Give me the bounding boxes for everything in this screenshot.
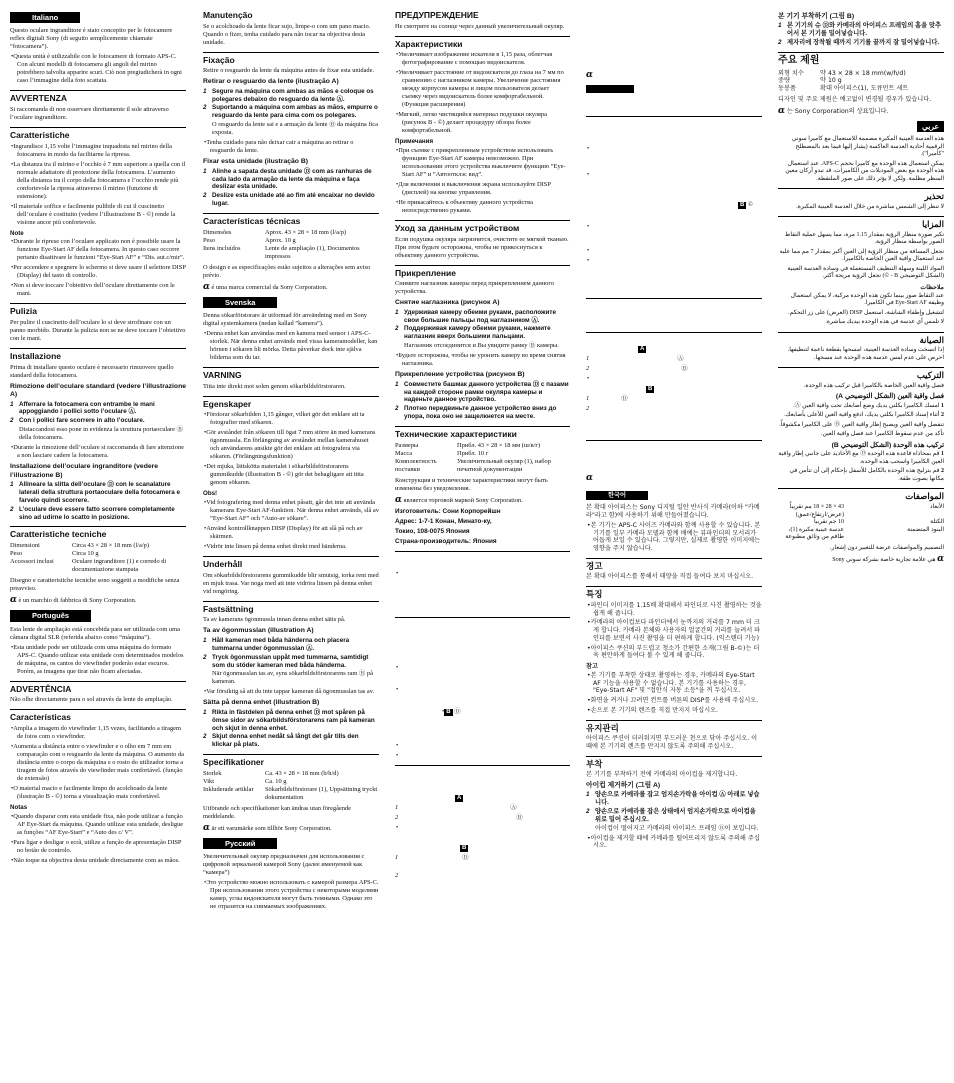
spec-table: Storlek Ca. 43 × 28 × 18 mm (b/h/d) Vikt Ca. 10 g Inkluderade artiklar Sökarbildsförstorare (1), Uppsättning tryckt dokumentation	[203, 769, 378, 801]
spec-note: O design e as especificações estão sujeitos a alterações sem aviso prévio.	[203, 263, 371, 279]
note-item: • Använd kontrollknappen DISP (Display) för att slå på och av skärmen.	[203, 525, 379, 541]
feature-item: • Gör avståndet från sökaren till ögat 7 mm större än med kamerans ögonmussla. En förlängning av avståndet mellan kamerahuset och användarens ansikte gör det enklare att fotografera via sökaren. (Förlängningsfunktion)	[203, 429, 379, 461]
blank-bullet	[586, 247, 762, 255]
note-item: • Для включения и выключения экрана используйте DISP (дисплей) на кнопке управления.	[395, 181, 570, 197]
heading-attachment: 부착	[586, 758, 603, 769]
note-item: • Per accendere e spegnere lo schermo si deve usare il selettore DISP (Display) del tasto di controllo.	[10, 264, 186, 280]
step-1: 1 Rikta in fästdelen på denna enhet Ⓓ mot spåren på ömse sidor av sökarbildsförstorarens ram på kameran och skjut in denna enhet.	[203, 708, 375, 732]
step-1: 1 Удерживая камеру обеими руками, расположите свои большие пальцы под наглазником Ⓐ.	[395, 308, 556, 324]
step-1: 1 Ⓓ	[586, 395, 628, 403]
divider	[586, 720, 762, 721]
divider	[395, 426, 570, 427]
spec-table: الأبعاد 43 × 28 × 18 مم تقريباً (عرض/ارتفاع/عمق) الكتلة 10 جم تقريباً البنود المتضمنة عدسة عينية مكبرة (1)، طاقم من وثائق مطبوعة	[785, 504, 944, 541]
heading-attach-unit: Installazione dell’oculare ingranditore (vedere l’illustrazione B)	[10, 463, 159, 479]
blank-bullet	[586, 223, 762, 231]
spec-note: 디자인 및 주요 제원은 예고없이 변경될 경우가 있습니다.	[778, 95, 932, 103]
alpha-logo-icon: α	[10, 595, 17, 606]
heading-maintenance: 유지관리	[586, 722, 619, 733]
warning-text: Не смотрите на солнце через данный увеличительный окуляр.	[395, 22, 565, 30]
heading-attachment: Fixação	[203, 54, 235, 65]
feature-item: • Det mjuka, lättskötta materialet i sökarbildsförstorarens gummikudde (illustration B - ©) gör det behagligare att titta genom sökaren.	[203, 463, 379, 487]
attachment-text: Retire o resguardo da lente da máquina antes de fixar esta unidade.	[203, 67, 375, 75]
illustration-ref: B ©	[740, 201, 753, 209]
feature-item: • 카메라의 아이컵보다 파인더에서 눈까지의 거리를 7 mm 더 크게 합니다. 카메라 본체와 사용자의 얼굴간의 거리를 늘려서 파인더를 보면서 사진 촬영을 더 편하게 합니다. (익스텐더 기능)	[586, 619, 762, 642]
maintenance-text: Om sökarbildsförstorarens gummikudde blir smutsig, torka rent med en mjuk trasa. Var noga med att inte vidröra linsen på denna enhet vid rengöring.	[203, 571, 379, 595]
heading-notes: Obs!	[203, 490, 218, 498]
illustration-b-icon: B	[462, 844, 467, 851]
divider	[203, 52, 379, 53]
divider	[203, 754, 379, 755]
blank-bullet	[586, 145, 762, 153]
feature-item: • Förstorar sökarbilden 1,15 gånger, vilket gör det enklare att ta fotografier med sökaren.	[203, 411, 379, 427]
step-2: 2	[395, 871, 399, 879]
caution-bullet: • Durante la rimozione dell’oculare si raccomanda di fare attenzione a non lasciare cadere la fotocamera.	[10, 444, 186, 460]
intro-bullet: • Denna enhet kan användas med en kamera med sensor i APS-C-storlek. När denna enhet används med vissa kameramodeller, kan hörnen i sökaren bli mörka. Detta påverkar dock inte själva bilderna som du tar.	[203, 330, 379, 362]
step-1: 1 Ⓐ	[586, 355, 684, 363]
heading-features: Características	[10, 712, 71, 723]
spacer	[395, 834, 570, 844]
installation-text: Prima di installare questo oculare è necessario rimuovere quello standard della fotocamera.	[10, 363, 174, 379]
note-item: • 본 기기를 부착한 상태로 촬영하는 경우, 카메라의 Eye-Start AF 기능을 사용할 수 없습니다. 본 기기를 사용하는 경우, "Eye-Start AF" 및 "접안식 자동 소등"을 꺼 두십시오.	[586, 672, 762, 695]
heading-remove-eyecup: فصل واقية العين (الشكل التوضيحي A)	[835, 393, 944, 401]
divider	[10, 526, 186, 527]
heading-cleaning: Pulizia	[10, 306, 37, 317]
spacer	[395, 554, 570, 570]
heading-features: المزايا	[922, 219, 944, 230]
step-1: 1 Allineare la slitta dell’oculare Ⓓ con le scanalature laterali della struttura portaoculare della fotocamera e farvelo quindi scorrere.	[10, 481, 180, 504]
attachment-text: 본 기기를 부착하기 전에 카메라의 아이컵을 제거합니다.	[586, 771, 738, 779]
heading-maintenance: Manutenção	[203, 10, 253, 20]
divider	[10, 127, 186, 128]
alpha-logo-icon: α	[586, 70, 593, 80]
step-1: 1 양손으로 카메라를 잡고 엄지손가락을 아이컵 Ⓐ 아래로 넣습니다.	[586, 791, 760, 807]
illustration-b-icon: B	[648, 386, 653, 393]
alpha-logo-icon: α	[395, 494, 402, 505]
heading-warning: ADVERTÊNCIA	[10, 683, 72, 694]
step-1: 1 Совместите башмак данного устройства Ⓓ с пазами на каждой стороне рамки окуляра камеры и наденьте данное устройство.	[395, 380, 569, 404]
note-item: • Quando disparar com esta unidade fixa, não pode utilizar a função AF Eye-Start da máquina. Quando utilizar esta unidade, desligue as funções “AF Eye-Start” e “Auto des c/ V”.	[10, 813, 186, 837]
feature-item: • Увеличивает расстояние от видоискателя до глаза на 7 мм по сравнению с наглазником камеры. Увеличение расстояния между корпусом камеры и лицом пользователя делает съемку через видоискатель более комфортабельной. (Функция расширения)	[395, 69, 570, 109]
step-1: 1 امسك الكاميرا بكلتي يديك وضع أصابعك تحت واقية العين Ⓐ.	[793, 402, 944, 409]
heading-notes: Notas	[10, 803, 28, 811]
divider	[586, 440, 762, 441]
feature-item: • Il materiale soffice e facilmente pulibile di cui il cuscinetto dell’oculare è costituito (vedere l’illustrazione B - ©) rende la visione ancor più confortevole.	[10, 203, 186, 227]
divider	[586, 298, 762, 299]
illustration-ref: • B Ⓓ	[395, 708, 570, 716]
spacer	[586, 211, 762, 223]
maintenance-text: 아이피스 쿠션이 더러워지면 부드러운 천으로 닦아 주십시오. 이 때에 본 기기의 렌즈를 만지지 않도록 주의해 주십시오.	[586, 735, 758, 750]
feature-item: • La distanza tra il mirino e l’occhio è 7 mm superiore a quella con il normale adattatore di protezione della fotocamera. L’aumento della distanza tra il corpo della fotocamera e l’occhio rende più confortevole la ripresa attraverso il mirino (funzione di estensione).	[10, 161, 186, 201]
divider	[586, 586, 762, 587]
heading-attach-unit: Sätta på denna enhet (illustration B)	[203, 699, 320, 707]
trademark: α является торговой маркой Sony Corporation.	[395, 494, 523, 505]
heading-attach-unit: 본 기기 부착하기 (그림 B)	[778, 13, 855, 20]
heading-installation: Installazione	[10, 351, 62, 361]
spacer	[586, 301, 762, 327]
divider	[395, 265, 570, 266]
step-1: 1 Afferrare la fotocamera con entrambe le mani appoggiando i pollici sotto l’oculare Ⓐ.	[10, 400, 155, 416]
feature-item: • Aumenta a distância entre o viewfinder e o olho em 7 mm em comparação com o resguardo da lente da máquina. O aumento da distância entre o corpo da máquina e o rosto do utilizador torna a tiragem de fotos através do viewfinder mais confortável. (função de extensão)	[10, 743, 186, 783]
language-tab-italiano: Italiano	[10, 12, 80, 23]
divider	[203, 367, 379, 368]
step-2: 2 Ⓑ	[586, 365, 688, 373]
spacer	[395, 864, 570, 872]
heading-features: 특징	[586, 589, 603, 600]
illustration-b-icon: B	[446, 708, 451, 715]
illustration-b-icon: B	[740, 202, 745, 209]
spacer	[586, 233, 762, 247]
blank-bullet	[395, 686, 570, 694]
divider	[778, 367, 944, 368]
divider	[203, 601, 379, 602]
warning-text: لا تنظر إلى الشمس مباشرة من خلال العدسة العينية المكبرة.	[796, 203, 944, 210]
spacer	[395, 696, 570, 708]
step-2: 2 Suportando a máquina com ambas as mãos, empurre o resguardo da lente para cima com os polegares.	[203, 104, 378, 120]
note-item: • Vidrör inte linsen på denna enhet direkt med händerna.	[203, 543, 379, 551]
blank-bullet	[586, 257, 762, 265]
warning-text: Titta inte direkt mot solen genom sökarbildsförstoraren.	[203, 382, 346, 390]
spec-note: التصميم والمواصفات عرضة للتغيير دون إشعار.	[830, 544, 944, 551]
step-2-detail: تنفصل واقية العين ويصبح إطار واقية العين Ⓑ على الكاميرا مكشوفاً.	[779, 421, 944, 428]
alpha-logo-icon: α	[778, 105, 785, 116]
heading-attach-unit: تركيب هذه الوحدة (الشكل التوضيحي B)	[831, 441, 944, 449]
feature-item: تكبر صورة منظار الرؤية بمقدار 1.15 مرة، مما يسهل عملية التقاط الصور بواسطة منظار الرؤية.	[784, 231, 944, 246]
step-2-detail: 아이컵이 떨어지고 카메라의 아이피스 프레임 Ⓑ이 보입니다.	[595, 824, 759, 832]
spacer	[586, 443, 762, 473]
step-1: 1 Håll kameran med båda händerna och placera tummarna under ögonmusslan Ⓐ.	[203, 636, 350, 652]
spacer	[586, 119, 762, 145]
column-portuguese-swedish	[203, 10, 379, 1077]
step-2: 2 قم بتزليج هذه الوحدة بالكامل للأسفل بإحكام إلى أن تتأمن في مكانها بصوت طقة.	[789, 468, 944, 482]
trademark: α هي علامة تجارية خاصة بشركة سوني Sony	[832, 554, 944, 565]
heading-warning: تحذير	[924, 191, 944, 202]
step-1: 1 Ⓓ	[395, 853, 469, 861]
spacer	[586, 267, 762, 293]
spacer	[586, 415, 762, 435]
divider	[395, 551, 570, 552]
note-item: • Non si deve toccare l’obiettivo dell’oculare direttamente con le mani.	[10, 282, 186, 298]
divider	[778, 488, 944, 489]
spec-note: Конструкция и технические характеристики могут быть изменены без уведомления.	[395, 476, 548, 492]
blank-bullet	[395, 742, 570, 750]
intro-bullet: • Questa unità è utilizzabile con le fotocamere di formato APS-C. Con alcuni modelli di fotocamera gli angoli del mirino potrebbero talvolta apparire scuri. Ciò non pregiudicherà in ogni caso l’immagine della foto scattata.	[10, 53, 186, 85]
heading-remove-eyecup: Rimozione dell’oculare standard (vedere l’illustrazione A)	[10, 382, 186, 399]
divider	[586, 116, 762, 117]
alpha-logo-icon: α	[203, 281, 210, 292]
warning-text: 본 확대 아이피스를 통해서 태양을 직접 들여다 보지 마십시오.	[586, 573, 754, 581]
heading-attachment: التركيب	[916, 370, 944, 381]
column-italian-portuguese	[10, 10, 186, 1077]
language-tab-russian: Русский	[203, 838, 277, 849]
heading-specifications: Технические характеристики	[395, 428, 517, 439]
step-1: 1 본 기기의 슈 Ⓓ와 카메라의 아이피스 프레임의 홈을 맞추어서 본 기기를 밀어넣습니다.	[778, 22, 942, 38]
divider	[778, 52, 944, 53]
caution-bullet: تأكد من عدم سقوط الكاميرا عند فصل واقية العين.	[821, 431, 944, 438]
intro-bullet: • Esta unidade pode ser utilizada com uma máquina do formato APS-C. Quando utilizar esta unidade com determinados modelos de máquina, os cantos do viewfinder poderão estar escuros. Porém, as imagens que tirar não ficam afectadas.	[10, 644, 186, 676]
step-2: 2 أثناء إسناد الكاميرا بكلتي يديك، ادفع واقية العين للأعلى بأصابعك.	[784, 412, 944, 419]
divider	[395, 617, 570, 618]
step-2: 2 Ⓑ	[395, 813, 523, 821]
intro-text: هذه العدسة العينية المكبرة مصممة للاستعمال مع كاميرا سوني الرقمية أحادية العدسة العاكسة (يشار إليها فيما بعد بالمصطلح "كاميرا").	[791, 136, 944, 158]
feature-item: • Увеличивает изображение искателя в 1,15 раза, облегчая фотографирование с помощью видоискателя.	[395, 51, 570, 67]
feature-item: المواد اللينة وسهلة التنظيف المستعملة في وسادة العدسة العينية (الشكل التوضيحي B - ©) تجعل الرؤية مريحة أكثر.	[787, 265, 944, 280]
heading-attachment: Fastsättning	[203, 603, 254, 614]
trademark: α är ett varumärke som tillhör Sony Corporation.	[203, 822, 332, 833]
spacer	[586, 485, 762, 489]
illustration-ref	[395, 794, 570, 802]
spec-table: 외형 치수 약 43 × 28 × 18 mm(w/h/d) 중량 약 10 g 동봉품 확대 아이피스(1), 도큐먼트 세트	[778, 69, 909, 93]
spec-table: Dimensões Aprox. 43 × 28 × 18 mm (l/a/p) Peso Aprox. 10 g Itens incluídos Lente de ampliação (1), Documentos impressos	[203, 228, 360, 260]
feature-item: • 파인더 이미지를 1.15배 확대해서 파인더로 사진 촬영하는 것을 쉽게 해 줍니다.	[586, 602, 762, 618]
heading-maintenance: Underhåll	[203, 559, 243, 570]
spacer	[395, 768, 570, 794]
intro-bullet: • Это устройство можно использовать с камерой размера APS-C. При использовании этого устройства с некоторыми моделями камер, углы видоискателя могут быть темными. Однако это не отразится на снимаемых изображениях.	[203, 879, 379, 911]
manufacturer-line: Изготовитель: Сони Корпорейшн	[395, 507, 501, 515]
divider	[203, 213, 379, 214]
heading-remove-eyecup: Ta av ögonmusslan (illustration A)	[203, 627, 314, 635]
blank-bullet	[395, 752, 570, 760]
step-2: 2 Skjut denna enhet nedåt så långt det går tills den klickar på plats.	[203, 733, 359, 749]
manufacturer-line: Адрес: 1-7-1 Конан, Минато-ку,	[395, 517, 492, 525]
divider	[10, 348, 186, 349]
spacer	[395, 620, 570, 664]
divider	[586, 332, 762, 333]
note-item: • При съемке с прикрепленным устройством использовать функцию Eye-Start AF камеры невозможно. При использовании этого устройства выключите функцию “Eye-Start AF” и “Автоотклэс вид”.	[395, 147, 570, 179]
step-1: 1 Segure na máquina com ambas as mãos e coloque os polegares debaixo do resguardo da lente Ⓐ.	[203, 87, 374, 103]
attachment-text: فصل واقية العين الخاصة بالكاميرا قبل تركيب هذه الوحدة.	[803, 382, 944, 389]
attachment-text: Снимите наглазник камеры перед прикреплением данного устройства.	[395, 280, 555, 296]
step-2: 2 Поддерживая камеру обеими руками, нажмите наглазник вверх большими пальцами.	[395, 325, 551, 341]
divider	[778, 216, 944, 217]
heading-features: Характеристики	[395, 38, 463, 49]
step-2: 2	[586, 405, 590, 413]
spacer	[586, 99, 762, 111]
heading-notes: Примечания	[395, 138, 434, 146]
blank-bullet	[395, 824, 570, 832]
step-1: 1 Ⓐ	[395, 803, 517, 811]
blank-bullet	[395, 570, 570, 578]
illustration-ref	[586, 385, 762, 393]
heading-notes: Note	[10, 229, 24, 237]
spacer	[395, 718, 570, 742]
column-russian	[395, 10, 570, 1077]
intro-bullet: يمكن استعمال هذه الوحدة مع كاميرا بحجم APS-C. عند استعمال هذه الوحدة مع بعض الموديلات من الكاميرات، قد تبدو أركان معين المنظر مظلمة. ولكن لا يؤثر ذلك على صور الملتقطة.	[785, 160, 944, 182]
divider	[395, 765, 570, 766]
heading-attach-unit: Fixar esta unidade (ilustração B)	[203, 158, 309, 166]
step-1: 1 قم بمحاذاة قاعدة هذه الوحدة Ⓓ مع الأخاديد على جانبي إطار واقية العين الكاميرا واسحب هذه الوحدة.	[778, 451, 944, 465]
step-2: 2 Плотно передвиньте данное устройство вниз до упора, пока оно не защелкнется на месте.	[395, 405, 557, 421]
feature-item: • Мягкий, легко чистящийся материал подушки окуляра (рисунок B - ©) делает процедуру обзора более комфортабельной.	[395, 111, 570, 135]
step-2-detail: O resguardo da lente sai e a armação da lente Ⓑ da máquina fica exposta.	[212, 121, 378, 137]
language-tab-arabic: عربي	[917, 121, 944, 132]
heading-specifications: Specifikationer	[203, 757, 264, 768]
heading-warning: 경고	[586, 560, 603, 571]
caution-bullet: • 아이컵을 제거할 때에 카메라를 떨어뜨리지 않도록 주의해 주십시오.	[586, 835, 762, 851]
language-tab-portugues: Português	[10, 610, 91, 621]
step-2-detail: När ögonmusslan tas av, syns sökarbildsförstorarens ram Ⓑ på kameran.	[212, 670, 373, 686]
blank-language-tab	[586, 85, 634, 93]
column-korean	[586, 10, 762, 1077]
spec-note: Utförande och specifikationer kan ändras utan föregående meddelande.	[203, 804, 351, 820]
spec-table: Размеры Прибл. 43 × 28 × 18 мм (ш/в/г) Масса Прибл. 10 г Комплектность поставки Увеличительный окуляр (1), набор печатной документации	[395, 441, 551, 473]
maintenance-text: Se o acolchoado da lente ficar sujo, limpe-o com um pano macio. Quando o fizer, tenha cuidado para não tocar na objectiva desta unidade.	[203, 22, 371, 46]
blank-bullet	[586, 375, 762, 383]
intro-text: Esta lente de ampliação está concebida para ser utilizada com uma câmara digital SLR (referida abaixo como “máquina”).	[10, 625, 180, 641]
intro-text: 본 확대 아이피스는 Sony 디지털 일안 반사식 카메라(이하 "카메라"라고 함)에 사용하기 위해 만들어졌습니다.	[586, 504, 760, 519]
feature-item: • Ingrandisce 1,15 volte l’immagine inquadrata nel mirino della fotocamera in modo da facilitarne la ripresa.	[10, 143, 186, 159]
spec-table: Dimensioni Circa 43 × 28 × 18 mm (l/a/p) Peso Circa 10 g Accessori inclusi Oculare ingranditore (1) e corredo di documentazione stampata	[10, 542, 167, 574]
divider	[10, 303, 186, 304]
intro-text: Questo oculare ingranditore è stato concepito per le fotocamere reflex digitali Sony (di seguito semplicemente chiamate “fotocamera”).	[10, 27, 173, 51]
heading-warning: AVVERTENZA	[10, 93, 67, 104]
step-1: 1 Alinhe a sapata desta unidade Ⓓ com as ranhuras de cada lado da armação da lente da máquina e faça deslizar esta unidade.	[203, 167, 372, 191]
heading-notes: ملاحظات	[920, 283, 944, 291]
maintenance-text: إذا اتسخت وسادة العدسة العينية، امسحها بقطعة ناعمة لتنظيفها. احرص على عدم لمس عدسة هذه الوحدة عند مسحها.	[787, 347, 944, 361]
spacer	[586, 10, 762, 70]
spacer	[395, 580, 570, 612]
heading-warning: VARNING	[203, 370, 242, 381]
step-2: 2 Deslize esta unidade até ao fim até encaixar no devido lugar.	[203, 192, 375, 208]
note-item: • 화면을 켜거나 끄려면 컨트롤 버튼의 DISP를 사용해 주십시오.	[586, 697, 762, 705]
blank-bullet	[395, 664, 570, 672]
heading-warning: ПРЕДУПРЕЖДЕНИЕ	[395, 10, 479, 20]
cleaning-text: Per pulire il cuscinetto dell’oculare lo si deve strofinare con un panno morbido. Durante la pulizia non se ne deve toccare l’obiettivo con le mani.	[10, 319, 186, 342]
spacer	[395, 674, 570, 686]
heading-notes: 참고	[586, 663, 598, 670]
heading-specifications: 주요 제원	[778, 55, 820, 67]
caution-bullet: • Будьте осторожны, чтобы не уронить камеру во время снятия наглазника.	[395, 352, 570, 368]
alpha-logo-icon: α	[203, 822, 210, 833]
caution-bullet: • Var försiktig så att du inte tappar kameran då ögonmusslan tas av.	[203, 688, 379, 696]
divider	[586, 756, 762, 757]
divider	[10, 681, 186, 682]
column-korean-arabic	[778, 10, 944, 1077]
step-2: 2 Tryck ögonmusslan uppåt med tummarna, samtidigt som du stöder kameran med båda händerna.	[203, 653, 369, 669]
divider	[10, 90, 186, 91]
heading-attachment: Прикрепление	[395, 267, 456, 278]
step-2: 2 Con i pollici fare scorrere in alto l’oculare.	[10, 417, 145, 425]
manufacturer-line: Страна-производитель: Япония	[395, 537, 497, 545]
spec-note: Disegno e caratteristiche tecniche sono soggetti a modifiche senza preavviso.	[10, 577, 180, 593]
intro-text: Увеличительный окуляр предназначен для использования с цифровой зеркальной камерой Sony (далее именуемой как “камера”)	[203, 853, 365, 877]
illustration-ref	[586, 345, 762, 353]
heading-maintenance: Уход за данным устройством	[395, 223, 520, 233]
note-item: • Vid fotografering med denna enhet påsatt, går det inte att använda kamerans Eye-Start AF-funktion. När denna enhet används, slå av ”Eye-Start AF” och ”Auto-av sökare”.	[203, 499, 379, 523]
trademark: α 는 Sony Corporation의 상표입니다.	[778, 105, 889, 116]
blank-bullet	[586, 171, 762, 179]
feature-item: تجعل المسافة من منظار الرؤية إلى العين أكبر بمقدار 7 مم مما عليه عند استعمال واقية العين الخاصة بالكاميرا.	[779, 248, 944, 263]
note-item: لتشغيل وإطفاء الشاشة، استعمل DISP (العرض) على زر التحكم.	[788, 309, 944, 316]
step-2: 2 제자리에 장착될 때까지 기기를 끝까지 잘 밀어넣습니다.	[778, 39, 940, 47]
step-2-detail: Distaccandosi esso pone in evidenza la struttura portaoculare Ⓑ della fotocamera.	[19, 426, 183, 442]
feature-item: • 아이피스 쿠션의 부드럽고 청소가 간편한 소재(그림 B-©)는 더욱 편안하게 들여다 볼 수 있게 해 줍니다.	[586, 645, 762, 661]
intro-text: Denna sökarförstorare är utformad för användning med en Sony digital systemkamera (nedan kallad ”kamera”).	[203, 312, 367, 328]
alpha-logo-icon: α	[586, 473, 593, 484]
heading-specifications: Caratteristiche tecniche	[10, 529, 107, 540]
illustration-ref	[395, 844, 570, 852]
heading-remove-eyecup: Retirar o resguardo da lente (ilustração A)	[203, 78, 339, 86]
feature-item: • Amplia a imagem do viewfinder 1,15 vezes, facilitando a tiragem de fotos com o viewfinder.	[10, 725, 186, 741]
divider	[395, 220, 570, 221]
step-2: 2 양손으로 카메라를 잡은 상태에서 엄지손가락으로 아이컵을 위로 밀어 주십시오.	[586, 808, 756, 824]
heading-attach-unit: Прикрепление устройства (рисунок B)	[395, 371, 525, 379]
divider	[778, 332, 944, 333]
divider	[395, 36, 570, 37]
illustration-a-icon: A	[640, 346, 645, 353]
heading-remove-eyecup: 아이컵 제거하기 (그림 A)	[586, 782, 661, 789]
note-item: • Para ligar e desligar o ecrã, utilize a função de apresentação DISP no botão de controlo.	[10, 839, 186, 855]
maintenance-text: Если подушка окуляра загрязнится, очистите ее мягкой тканью. При этом будьте осторожны, чтобы не прикоснуться к объективу данного устройства.	[395, 235, 569, 259]
warning-text: Si raccomanda di non osservare direttamente il sole attraverso l’oculare ingranditore.	[10, 106, 169, 121]
divider	[203, 556, 379, 557]
note-item: • 손으로 본 기기의 렌즈를 직접 만지지 마십시오.	[586, 707, 762, 715]
note-item: لا تلمس أي عدسة في هذه الوحدة بيديك مباشرة.	[825, 319, 944, 326]
language-tab-korean: 한국어	[586, 491, 648, 501]
spacer	[586, 335, 762, 345]
divider	[586, 558, 762, 559]
caution-bullet: • Tenha cuidado para não deixar cair a máquina ao retirar o resguardo da lente.	[203, 139, 379, 155]
step-2-detail: Наглазник отсоединится и Вы увидите рамку Ⓑ камеры.	[404, 342, 559, 350]
attachment-text: Ta av kamerans ögonmussla innan denna enhet sätts på.	[203, 616, 346, 624]
heading-maintenance: الصيانة	[919, 334, 944, 345]
divider	[10, 709, 186, 710]
note-item: • Durante le riprese con l’oculare applicato non è possibile usare la funzione Eye-Start AF della fotocamera. In questo caso occorre pertanto disattivare le funzioni “Eye-Start AF” e “Dis. aut.c/mir”.	[10, 238, 186, 262]
warning-text: Não olhe directamente para o sol através da lente de ampliação.	[10, 696, 173, 704]
spacer	[586, 181, 762, 201]
note-item: عند التقاط صور بينما تكون هذه الوحدة مركبة، لا يمكن استعمال وظيفة Eye-Start AF في الكاميرا.	[790, 292, 944, 307]
manufacturer-line: Токио, 108-0075 Япония	[395, 527, 470, 535]
arabic-section	[778, 119, 944, 565]
step-2: 2 L’oculare deve essere fatto scorrere completamente sino ad udirne lo scatto in posizione.	[10, 505, 175, 521]
intro-bullet: • 본 기기는 APS-C 사이즈 카메라와 함께 사용할 수 있습니다. 본 기기를 일부 카메라 모델과 함께 배예는 뷰파인더의 모서리가 어둡게 보일 수 있습니다. 그렇지만, 실제로 촬영한 이미지에는 영향을 주지 않습니다.	[586, 522, 762, 553]
note-item: • Não toque na objectiva desta unidade directamente com as mãos.	[10, 857, 186, 865]
illustration-a-icon: A	[457, 794, 462, 801]
alpha-logo-icon: α	[937, 554, 944, 565]
divider	[203, 396, 379, 397]
heading-specifications: المواصفات	[905, 491, 944, 502]
note-item: • Не прикасайтесь к объективу данного устройства непосредственно руками.	[395, 199, 570, 215]
heading-remove-eyecup: Снятие наглазника (рисунок A)	[395, 299, 500, 307]
spacer	[586, 155, 762, 171]
divider	[778, 188, 944, 189]
trademark: α è un marchio di fabbrica di Sony Corporation.	[10, 595, 137, 606]
feature-item: • O material macio e facilmente limpo do acolchoado da lente (ilustração B - ©) torna a visualização mais confortável.	[10, 785, 186, 801]
trademark: α é uma marca comercial da Sony Corporation.	[203, 281, 328, 292]
language-tab-svenska: Svenska	[203, 297, 277, 308]
heading-specifications: Características técnicas	[203, 215, 301, 226]
heading-features: Caratteristiche	[10, 130, 70, 140]
heading-features: Egenskaper	[203, 398, 252, 409]
